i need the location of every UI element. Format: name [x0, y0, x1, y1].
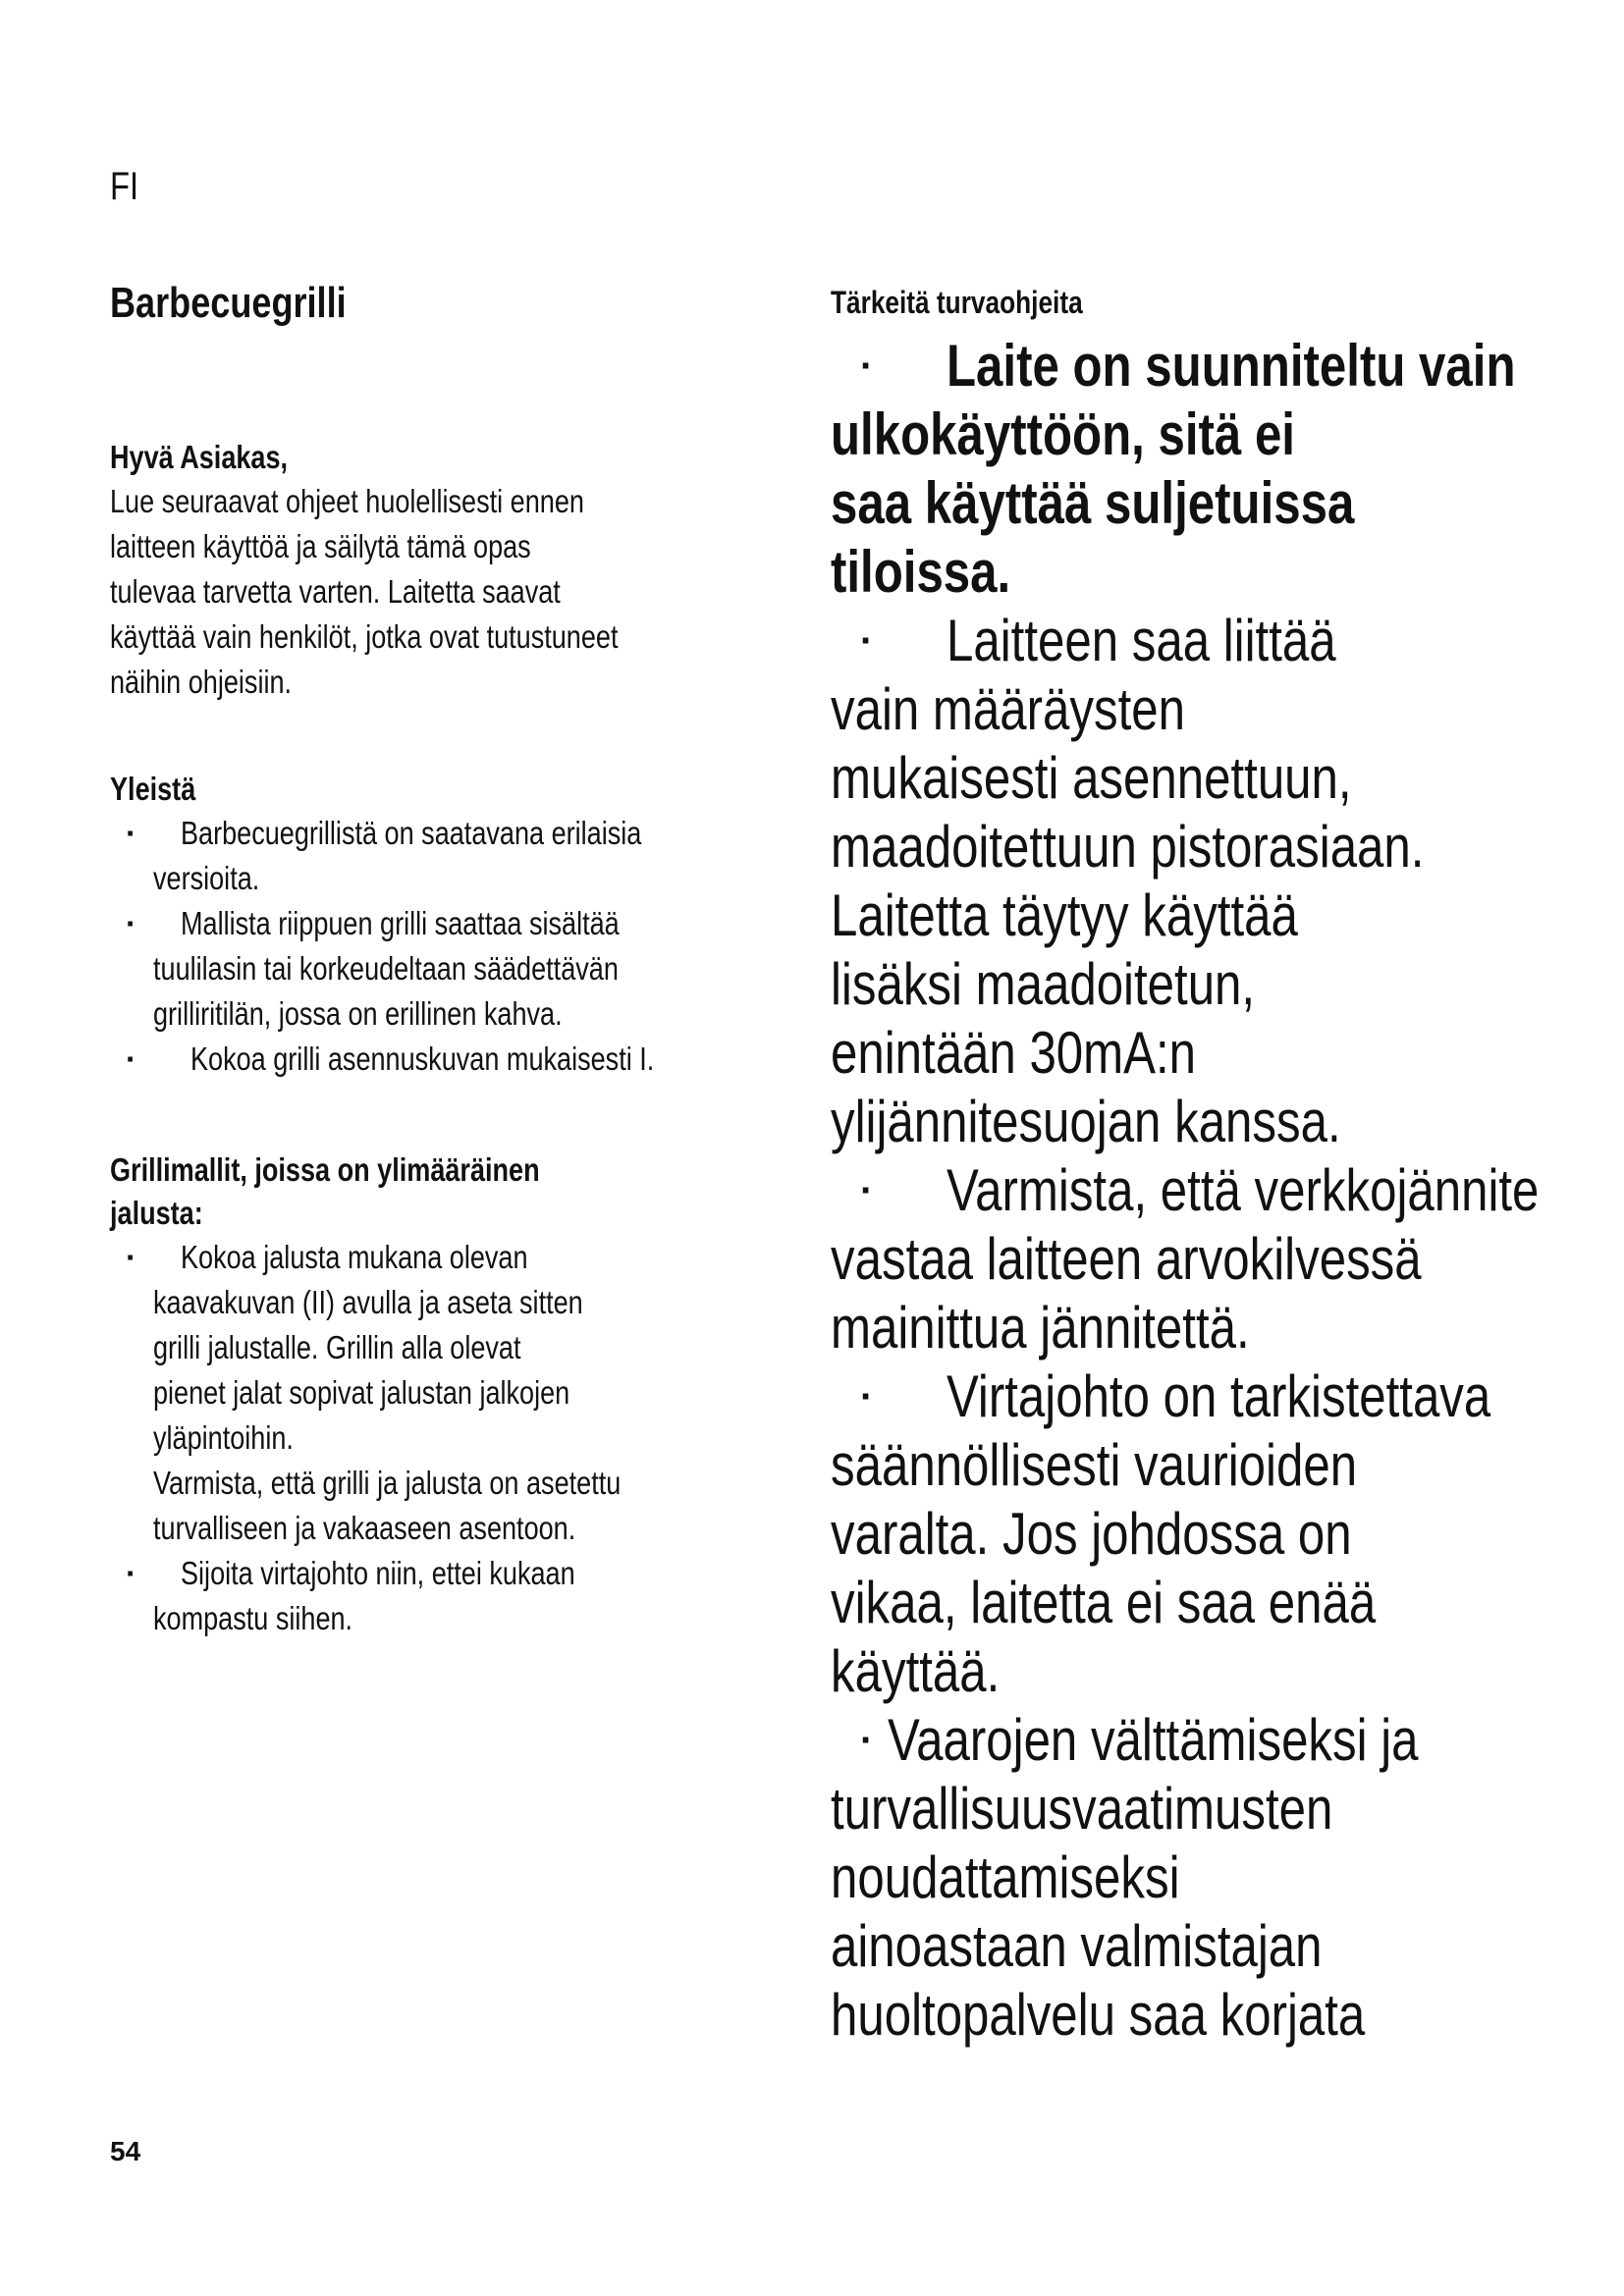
page-title: Barbecuegrilli: [110, 279, 347, 327]
list-item: · Laite on suunniteltu vain ulkokäyttöön, sitä ei saa käyttää suljetuissa tiloissa.: [831, 333, 1516, 605]
list-item: · Virtajohto on tarkistettava säännöllisesti vaurioiden varalta. Jos johdossa on vikaa, laitetta ei saa enää käyttää.: [831, 1363, 1491, 1704]
list-item: · Barbecuegrillistä on saatavana erilaisia versioita.: [110, 811, 797, 901]
left-column: [110, 279, 797, 1641]
bullet-icon: ·: [860, 619, 874, 663]
page-number: 54: [110, 2136, 141, 2166]
list-item: · Kokoa grilli asennuskuvan mukaisesti I.: [110, 1037, 797, 1082]
bullet-icon: ·: [126, 905, 136, 941]
greeting-heading: Hyvä Asiakas,: [110, 439, 289, 475]
bullet-icon: ·: [126, 1041, 136, 1077]
bullet-icon: ·: [126, 815, 136, 851]
bullet-icon: ·: [860, 345, 874, 388]
general-list: [110, 811, 797, 1082]
safety-list: [831, 332, 1606, 2050]
bullet-icon: ·: [860, 1375, 874, 1418]
list-item: · Varmista, että verkkojännite vastaa laitteen arvokilvessä mainittua jännitettä.: [831, 1157, 1540, 1361]
bullet-icon: ·: [126, 1555, 136, 1591]
list-item: · Vaarojen välttämiseksi ja turvallisuusvaatimusten noudattamiseksi ainoastaan valmistajan huoltopalvelu saa korjata: [831, 1707, 1419, 2048]
list-item: · Laitteen saa liittää vain määräysten mukaisesti asennettuun, maadoitettuun pistorasiaan. Laitetta täytyy käyttää lisäksi maadoitetun, enintään 30mA:n ylijännitesuojan kanssa.: [831, 608, 1425, 1154]
bullet-icon: ·: [860, 1169, 874, 1212]
bullet-icon: ·: [126, 1239, 136, 1275]
general-heading: Yleistä: [110, 771, 196, 807]
right-column: [831, 283, 1606, 2050]
list-item: · Kokoa jalusta mukana olevan kaavakuvan (II) avulla ja aseta sitten grilli jalustalle. Grillin alla olevat pienet jalat sopivat jalustan jalkojen yläpintoihin. Varmista, että grilli ja jalusta on asetettu turvalliseen ja vakaaseen asentoon.: [110, 1235, 797, 1551]
stand-list: [110, 1235, 797, 1641]
list-item: · Sijoita virtajohto niin, ettei kukaan kompastu siihen.: [110, 1551, 797, 1641]
language-code: FI: [110, 165, 139, 208]
intro-paragraph: Lue seuraavat ohjeet huolellisesti ennen laitteen käyttöä ja säilytä tämä opas tulevaa tarvetta varten. Laitetta saavat käyttää vain henkilöt, jotka ovat tutustuneet näihin ohjeisiin.: [110, 483, 619, 700]
list-item: · Mallista riippuen grilli saattaa sisältää tuulilasin tai korkeudeltaan säädettävän grilliritilän, jossa on erillinen kahva.: [110, 901, 797, 1037]
bullet-icon: ·: [860, 1719, 874, 1762]
stand-heading: Grillimallit, joissa on ylimääräinen jalusta:: [110, 1151, 540, 1231]
safety-heading: Tärkeitä turvaohjeita: [831, 285, 1083, 320]
